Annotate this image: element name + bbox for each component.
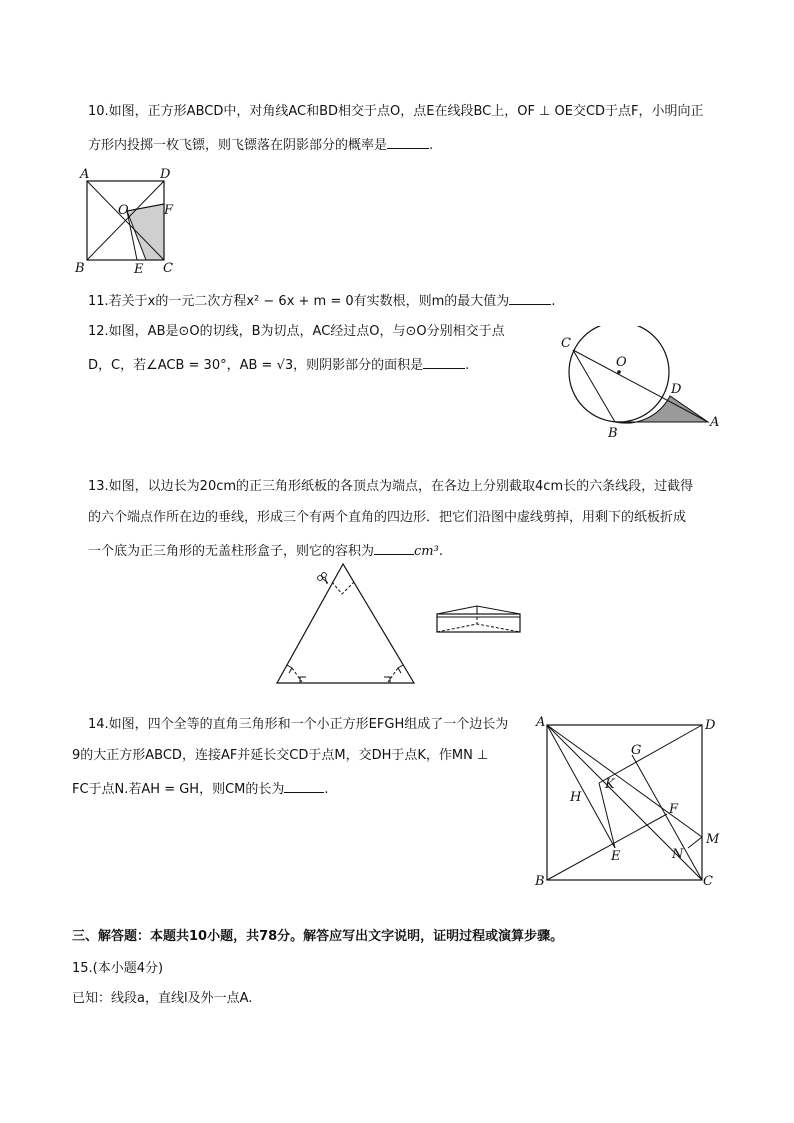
answer-blank	[423, 354, 465, 369]
q15-text: 已知：线段a，直线l及外一点A.	[72, 991, 253, 1006]
q14-label-h: H	[570, 790, 582, 805]
q14-line-he	[599, 783, 615, 848]
q13-line3	[88, 540, 443, 561]
q10-label-b: B	[75, 261, 85, 276]
q15-title: 15.(本小题4分)	[72, 961, 164, 976]
q13-tail: .	[438, 544, 443, 559]
q13-box-hidden-edges	[437, 624, 520, 632]
q12-label-o: O	[616, 355, 627, 370]
q14-label-k: K	[605, 777, 615, 792]
q10-shaded-region	[127, 204, 164, 260]
q10-label-d: D	[160, 167, 171, 182]
q14-label-c: C	[703, 874, 713, 889]
scissors-icon	[318, 573, 328, 584]
q12-label-b: B	[608, 426, 618, 441]
q11-tail: .	[551, 294, 556, 309]
q12-label-a: A	[710, 415, 720, 430]
q12-line-ca	[573, 350, 708, 422]
answer-blank	[509, 290, 551, 305]
q14-line3	[72, 778, 329, 799]
q13-box-top	[437, 606, 520, 614]
q14-line-af-extended	[547, 725, 702, 837]
q14-label-e: E	[611, 849, 621, 864]
q11-text: 11.若关于x的一元二次方程x² − 6x + m = 0有实数根，则m的最大值为	[88, 294, 510, 309]
q14-tail: .	[324, 782, 329, 797]
q13-line1: 13.如图，以边长为20cm的正三角形纸板的各顶点为端点，在各边上分别截取4cm长的六条线段，过截得	[88, 479, 694, 494]
q13-left-right-angle	[287, 665, 292, 673]
q13-top-dashed-cut	[332, 582, 354, 594]
q13-line2: 的六个端点作所在边的垂线，形成三个有两个直角的四边形．把它们沿图中虚线剪掉，用剩下的纸板折成	[88, 510, 687, 525]
answer-blank	[374, 540, 414, 555]
q14-line-mn	[688, 837, 702, 848]
q14-line3-text: FC于点N.若AH = GH，则CM的长为	[72, 782, 285, 797]
q12-line1: 12.如图，AB是⊙O的切线，B为切点，AC经过点O，与⊙O分别相交于点	[88, 324, 505, 339]
q12-circle-figure	[556, 326, 726, 442]
q14-label-m: M	[706, 832, 720, 847]
q10-tail: .	[429, 138, 434, 153]
q10-line2-text: 方形内投掷一枚飞镖，则飞镖落在阴影部分的概率是	[88, 138, 388, 153]
q10-label-c: C	[163, 261, 173, 276]
q12-shaded-region	[615, 396, 708, 423]
q13-triangle	[277, 564, 414, 683]
q14-line-dh	[599, 725, 702, 783]
section-heading: 三、解答题：本题共10小题，共78分。解答应写出文字说明，证明过程或演算步骤。	[72, 929, 564, 944]
q14-square-figure	[530, 712, 726, 892]
q12-label-d: D	[671, 382, 682, 397]
q13-triangle-figure	[270, 560, 420, 688]
q12-line2-text: D，C，若∠ACB = 30°，AB = √3，则阴影部分的面积是	[88, 358, 424, 373]
q10-label-f: F	[164, 203, 174, 218]
q13-unit: cm³	[414, 544, 439, 559]
q13-box-figure	[434, 602, 524, 636]
answer-blank	[387, 134, 429, 149]
q14-line1: 14.如图，四个全等的直角三角形和一个小正方形EFGH组成了一个边长为	[88, 717, 509, 732]
q14-label-f: F	[669, 802, 679, 817]
q12-label-c: C	[561, 336, 571, 351]
q14-line2: 9的大正方形ABCD，连接AF并延长交CD于点M，交DH于点K，作MN ⊥	[72, 748, 489, 763]
q12-line2	[88, 354, 469, 375]
q10-line1: 10.如图，正方形ABCD中，对角线AC和BD相交于点O，点E在线段BC上，OF ⊥ OE交CD于点F，小明向正	[88, 104, 704, 119]
q10-label-o: O	[118, 203, 129, 218]
q14-label-n: N	[672, 847, 684, 862]
q14-line-hg	[599, 755, 632, 783]
q14-label-g: G	[631, 743, 642, 758]
answer-blank	[284, 778, 324, 793]
q12-center-dot	[617, 370, 621, 374]
q10-label-a: A	[80, 167, 90, 182]
q14-label-b: B	[535, 874, 545, 889]
q12-tail: .	[465, 358, 470, 373]
q11-line	[88, 290, 555, 311]
q14-label-a: A	[536, 715, 546, 730]
q13-line3-text: 一个底为正三角形的无盖柱形盒子，则它的容积为	[88, 544, 375, 559]
q13-left-bottom-right-angle	[300, 677, 306, 683]
q13-right-bottom-right-angle	[384, 677, 390, 683]
q14-line-cg	[632, 755, 702, 880]
q13-right-right-angle	[398, 665, 403, 673]
q14-line-bf	[547, 814, 667, 880]
q10-label-e: E	[134, 262, 144, 276]
q10-line2	[88, 134, 433, 155]
q10-square-figure	[74, 164, 184, 276]
q14-label-d: D	[705, 718, 716, 733]
